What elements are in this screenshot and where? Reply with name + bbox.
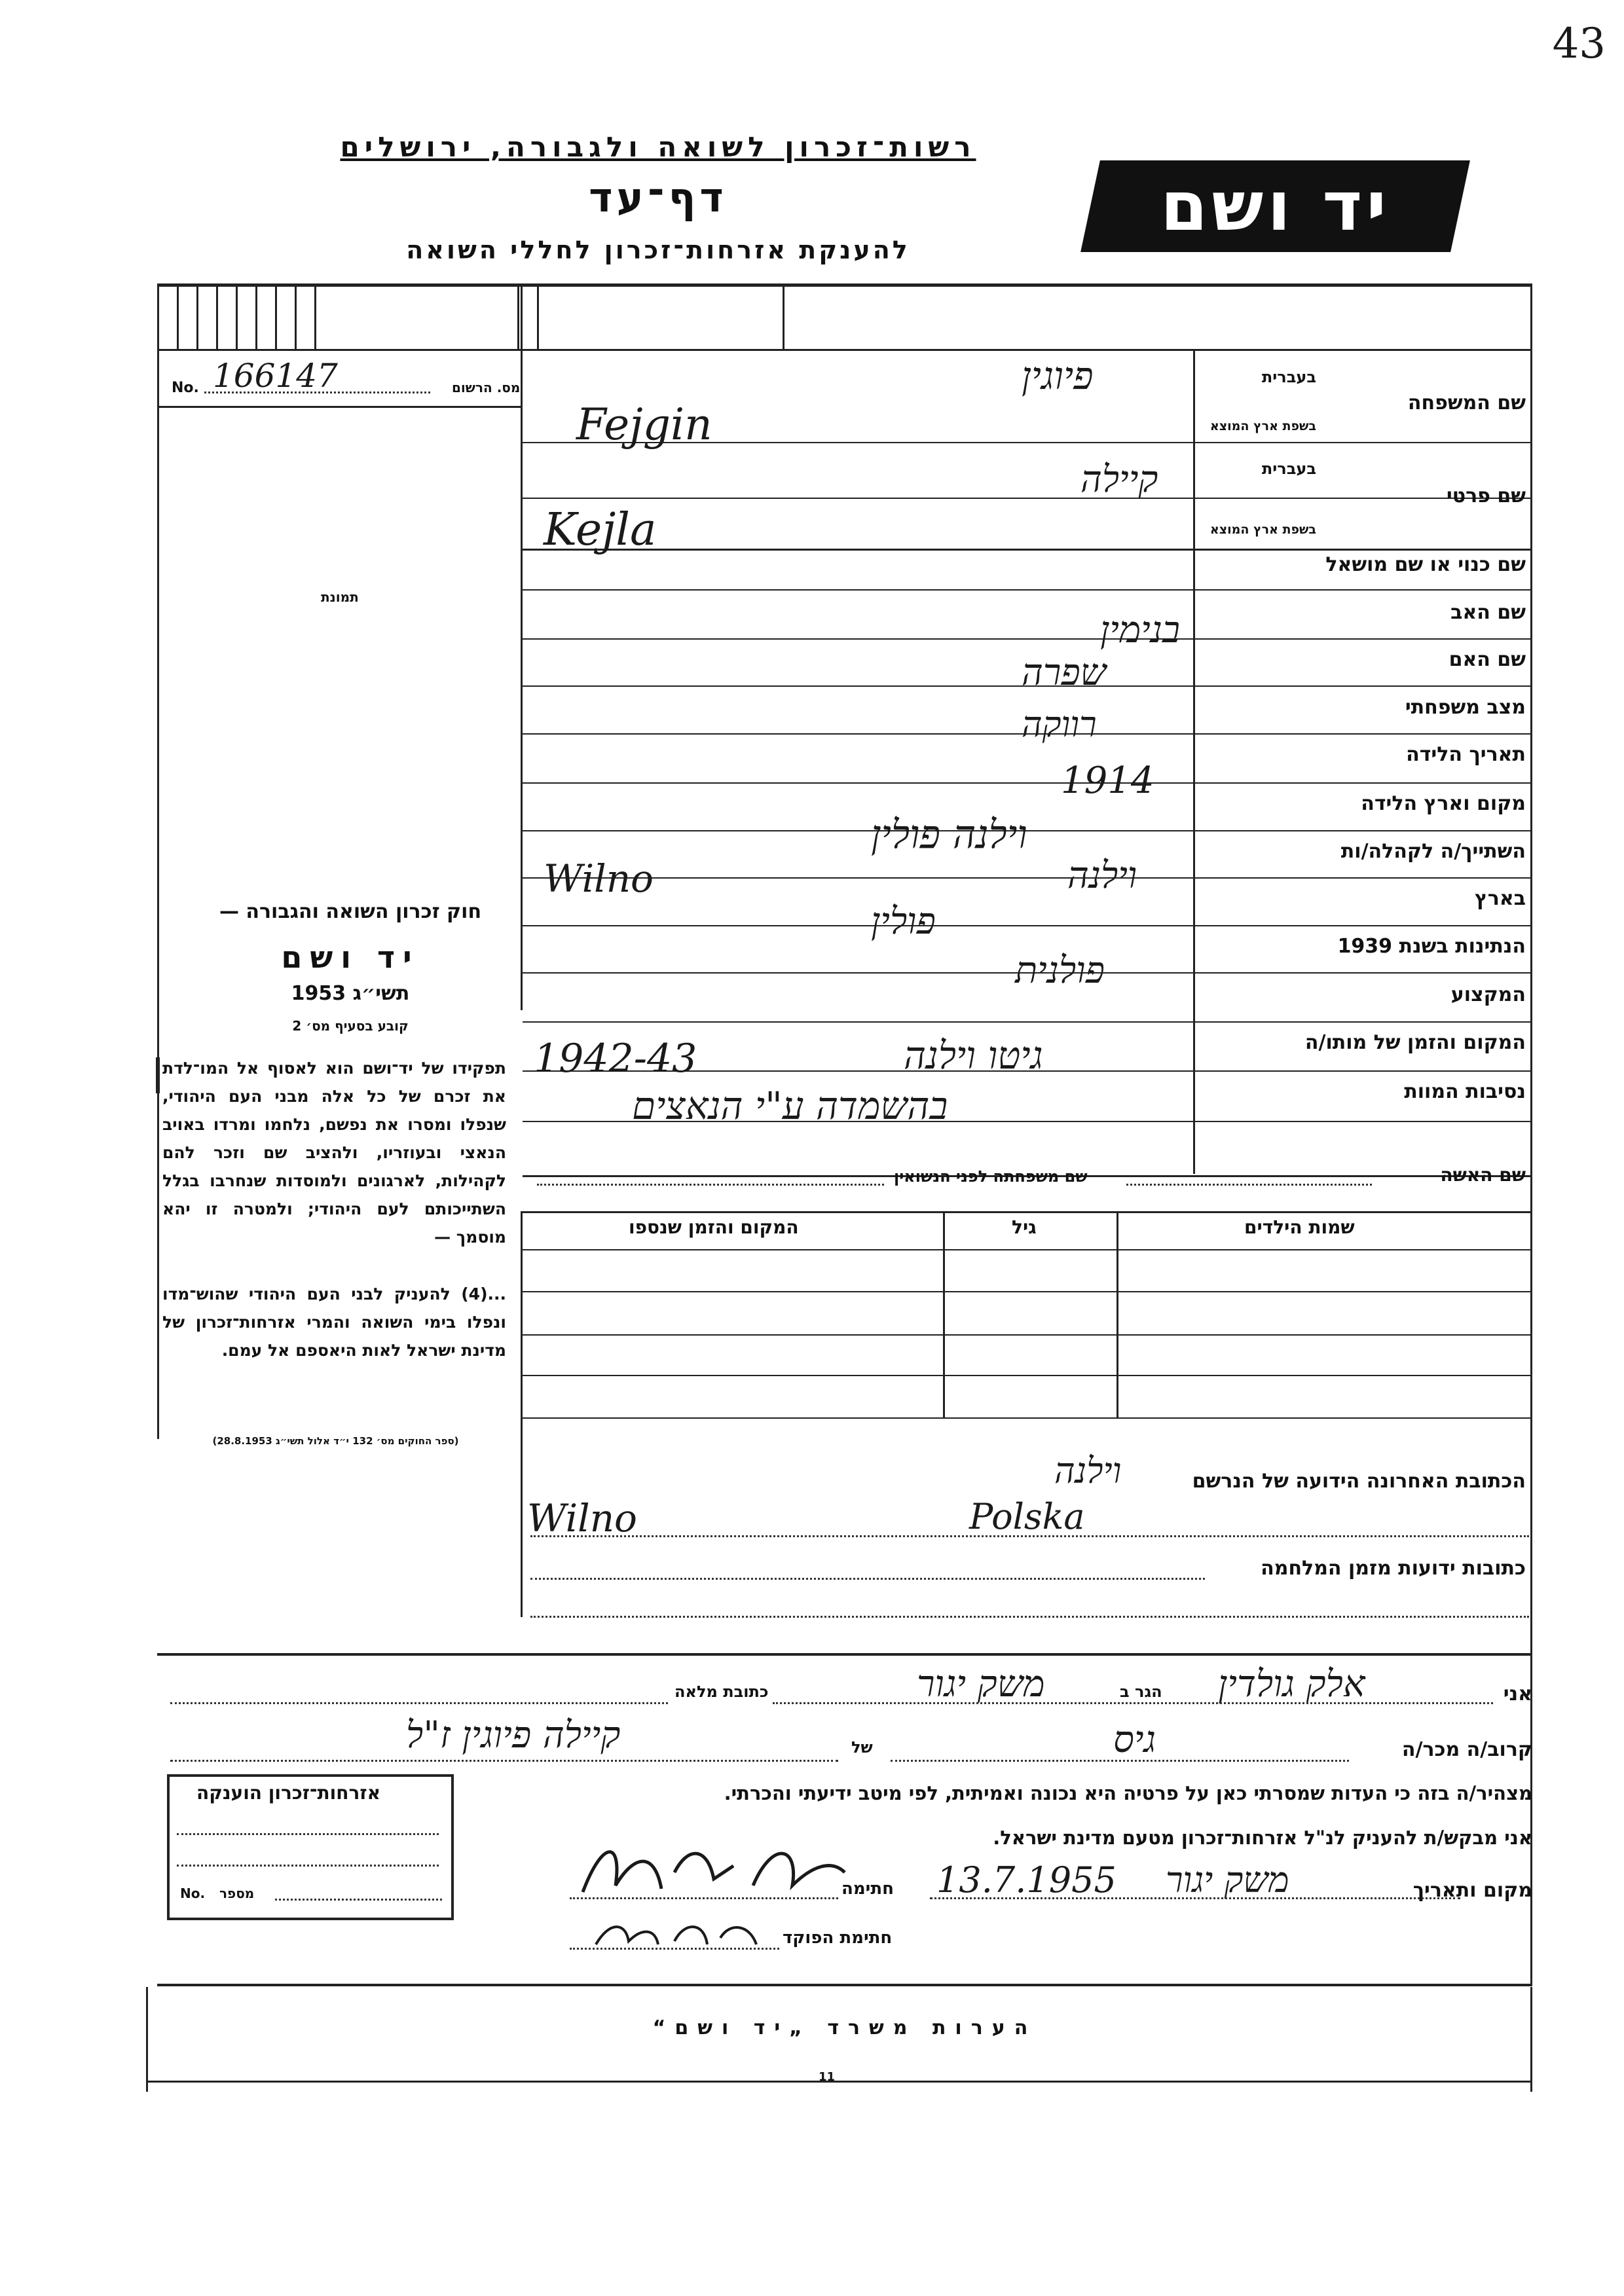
registration-label: מס. הרשום [452, 380, 521, 395]
law-body-1: תפקידו של יד־ושם הוא לאסוף אל המו־לדת את זכרם של כל אלה מבני העם היהודי, שנפלו ומסרו את נפשם, נלחמו ומרדו באויב הנאצי ובעוזריו, ולהציב שם וזכר להם לקהילות, לארגונים ולמוסדות שנחרבו בגלל השתייכותם לעם היהודי; ולמטרה זו יהא מוסמך — [162, 1059, 506, 1247]
first-name-hebrew: קיילה [1080, 458, 1158, 501]
field-label-country: בארץ [1474, 887, 1526, 910]
declarant-relation: גיס [1113, 1719, 1156, 1761]
reg-no-prefix: No. [172, 380, 199, 396]
field-label-family-name: שם המשפחה [1407, 392, 1526, 414]
citizenship-box-number-label: מספר [219, 1886, 255, 1901]
official-signature [589, 1912, 766, 1958]
field-label-mother: שם האם [1449, 648, 1526, 671]
birth-place: וילנה פולין [871, 812, 1027, 858]
father-name: בנימין [1100, 609, 1181, 651]
field-label-marital: מצב משפחתי [1405, 696, 1526, 719]
footer-mark: 11 [819, 2070, 836, 2084]
logo-text: יד ושם [1160, 166, 1390, 246]
field-sublabel: בעברית [1261, 460, 1316, 478]
signature-label: חתימה [841, 1879, 894, 1899]
field-label-profession: המקצוע [1450, 983, 1526, 1006]
field-sublabel: בשפת ארץ המוצא [1209, 522, 1316, 537]
nationality: פולנית [1015, 949, 1105, 992]
field-label-birth-date: תאריך הלידה [1406, 743, 1526, 766]
children-col-age: גיל [1012, 1216, 1037, 1238]
decl-statement: מצהיר/ה בזה כי העדות שמסרתי כאן על פרטיה היא נכונה ואמיתית, לפי מיטב ידיעתי והכרתי. [724, 1782, 1532, 1804]
family-name-hebrew: פיוגין [1022, 354, 1094, 398]
decl-request: אני מבקש/ת להעניק לנ"ל אזרחות־זכרון מטעם מדינת ישראל. [993, 1827, 1532, 1849]
field-label-birth-place: מקום וארץ הלידה [1361, 792, 1526, 815]
last-address-hebrew: וילנה [1054, 1450, 1122, 1491]
last-address-label: הכתובת האחרונה הידועה של הנרשם [1192, 1470, 1526, 1493]
declaration-date: 13.7.1955 [936, 1859, 1116, 1901]
field-sublabel: בעברית [1261, 368, 1316, 386]
place-date-label: מקום ותאריך [1412, 1879, 1532, 1902]
death-year: 1942-43 [534, 1036, 697, 1082]
decl-of: של [851, 1738, 873, 1757]
law-body-2: ...(4) להעניק לבני העם היהודי שהוש־מדו ונפלו בימי השואה והמרי אזרחות־זכרון של מדינת ישראל לאות היאספם אל עמם. [162, 1285, 506, 1360]
community-hebrew: וילנה [1067, 854, 1137, 897]
form-title: דף־עד [589, 173, 728, 221]
field-label-nationality: הנתינות בשנת 1939 [1337, 935, 1526, 958]
death-place: גיטו וילנה [904, 1033, 1043, 1078]
spouse-maiden-label: שם משפחתה לפני הנשואין [894, 1167, 1088, 1186]
decl-i: אני [1503, 1683, 1532, 1705]
marital-status: רווקה [1022, 704, 1097, 745]
spouse-label: שם האשה [1440, 1164, 1526, 1186]
decl-address-label: כתובת מלאה [674, 1683, 769, 1701]
children-col-names: שמות הילדים [1244, 1216, 1355, 1238]
children-col-place-time: המקום והזמן שנספו [629, 1216, 799, 1238]
wartime-address-label: כתובות ידועות מזמן המלחמה [1261, 1557, 1526, 1580]
registration-number: 166147 [213, 357, 338, 395]
page-number: 43 [1552, 20, 1606, 68]
authority-name: רשות־זכרון לשואה ולגבורה, ירושלים [340, 131, 976, 163]
office-remarks-label: הערות משרד „יד ושם“ [652, 2016, 1037, 2039]
law-citation: (ספר החוקים מס׳ 132 י״ד אלול תשי״ג 28.8.1953) [212, 1435, 459, 1447]
field-label-community: השתייך/ה לקהלה/ות [1340, 840, 1526, 863]
law-clause: קובע בסעיף מס׳ 2 [292, 1018, 409, 1034]
field-sublabel: בשפת ארץ המוצא [1209, 419, 1316, 433]
first-name-latin: Kejla [544, 504, 657, 556]
last-address-country: Polska [969, 1496, 1085, 1537]
decl-resides: הגר ב [1120, 1683, 1162, 1701]
field-label-death-circumstances: נסיבות המוות [1404, 1080, 1526, 1103]
citizenship-box-title: אזרחות־זכרון הוענקה [196, 1782, 380, 1804]
country: פולין [871, 900, 936, 943]
decl-relative: קרוב/ה מכר/ה [1401, 1738, 1532, 1761]
photo-label: תמונת [321, 589, 359, 605]
field-label-father: שם האב [1450, 601, 1526, 624]
field-label-first-name: שם פרטי [1446, 484, 1526, 507]
declarant-name: אלק גולדין [1218, 1663, 1365, 1705]
law-name: יד ושם [281, 939, 420, 975]
family-name-latin: Fejgin [576, 399, 712, 450]
citizenship-box-no: No. [180, 1886, 206, 1901]
law-year: תשי״ג 1953 [291, 982, 410, 1005]
law-title: חוק זכרון השואה והגבורה — [219, 900, 482, 923]
community-latin: Wilno [544, 856, 654, 901]
field-label-death-place-time: המקום והזמן של מותו/ה [1304, 1031, 1526, 1054]
declaration-place: משק יגור [1166, 1859, 1289, 1901]
declarant-place: משק יגור [917, 1663, 1045, 1705]
official-signature-label: חתימת הפוקד [783, 1928, 893, 1948]
form-subtitle: להענקת אזרחות־זכרון לחללי השואה [406, 236, 910, 264]
field-label-alias: שם כנוי או שם מושאל [1325, 553, 1526, 576]
declarant-signature [576, 1827, 851, 1912]
last-address-city: Wilno [527, 1496, 637, 1540]
victim-name: קיילה פיוגין ז"ל [406, 1714, 621, 1757]
birth-date: 1914 [1061, 759, 1154, 802]
mother-name: שפרה [1022, 651, 1107, 694]
death-circumstances: בהשמדה ע"י הנאצים [632, 1084, 948, 1128]
